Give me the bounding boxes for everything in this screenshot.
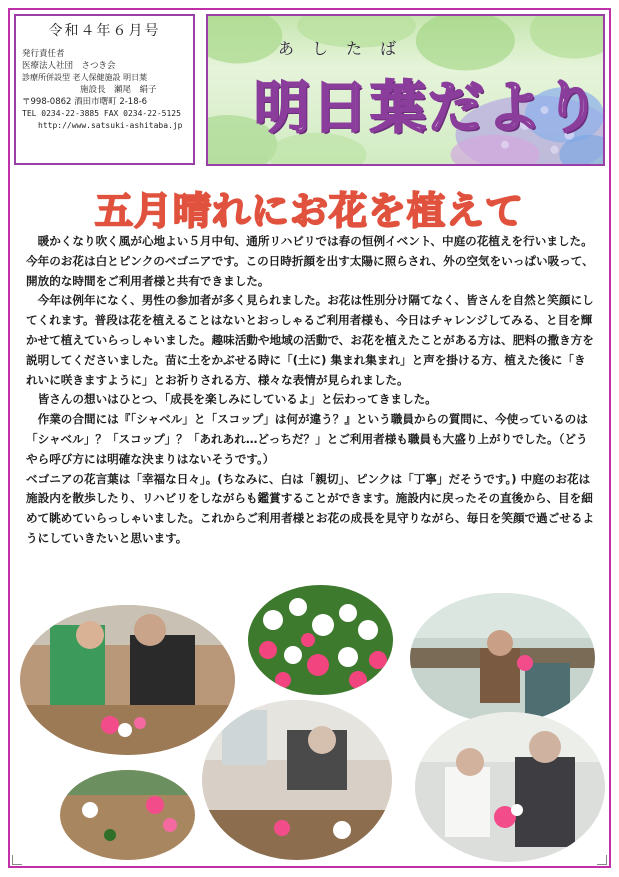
issue-info-box: [14, 14, 195, 165]
photo-planting-men: [20, 605, 235, 755]
publisher-director: 施設長 瀬尾 絹子: [80, 85, 157, 95]
photo-resident-with-pot: [410, 593, 595, 723]
publisher-responsible: 発行責任者: [22, 49, 65, 59]
issue-date: 令和４年６月号: [48, 23, 161, 39]
photo-woman-planting: [202, 700, 392, 860]
masthead-ruby: あしたば: [278, 39, 415, 58]
photo-begonias: [248, 585, 393, 695]
article-paragraph: 皆さんの想いはひとつ、「成長を楽しみにしているよ」と伝わってきました。: [37, 392, 437, 407]
headline: 五月晴れにお花を植えて: [94, 189, 524, 233]
masthead: [206, 14, 605, 166]
publisher-address: 〒998-0862 酒田市曙町 2-18-6: [22, 97, 148, 107]
masthead-title: 明日葉だより: [254, 76, 602, 141]
publisher-phone: TEL 0234-22-3885 FAX 0234-22-5125: [22, 109, 181, 118]
article-paragraph: 今年は例年になく、男性の参加者が多く見られました。お花は性別分け隔てなく、皆さんを自然と笑顔にしてくれます。普段は花を植えることはないとおっしゃるご利用者様も、今日はチャレンジしてみる、と目を輝かせて植えていらっしゃいました。趣味活動や地域の活動で、お花を植えたことがある方は、肥料の撒き方を説明してくださいました。苗に土をかぶせる時に「(土に) 集まれ集まれ」と声を掛ける方、植えた後に「きれいに咲きますように」とお祈りされる方、様々な表情が見られました。: [26, 293, 594, 387]
publisher-website: http://www.satsuki-ashitaba.jp: [38, 121, 183, 130]
publisher-facility: 診療所併設型 老人保健施設 明日葉: [22, 73, 148, 82]
article-paragraph: 暖かくなり吹く風が心地よい５月中旬、通所リハビリでは春の恒例イベント、中庭の花植えを行いました。今年のお花は白とピンクのベゴニアです。この日時折顔を出す太陽に照らされ、外の空気をいっぱい吸って、開放的な時間をご利用者様と共有できました。: [26, 234, 594, 288]
photo-flower-bed: [60, 770, 195, 860]
article-paragraph: ベゴニアの花言葉は「幸福な日々」。(ちなみに、白は「親切」、ピンクは「丁寧」だそうです。) 中庭のお花は施設内を散歩したり、リハビリをしながらも鑑賞することができます。施設内に戻ったその直後から、目を細めて眺めていらっしゃいました。これからご利用者様とお花の成長を見守りながら、毎日を笑顔で過ごせるようにしていきたいと思います。: [26, 471, 595, 545]
corner-mark: [597, 855, 607, 865]
article-body: [26, 232, 596, 549]
corner-mark: [12, 855, 22, 865]
article-paragraph: 作業の合間には『「シャベル」と「スコップ」は何が違う？』という職員からの質問に、今使っているのは「シャベル」？「スコップ」？「あれあれ…どっちだ？」とご利用者様も職員も大盛り上がりでした。（どうやら呼び方には明確な決まりはないそうです。）: [26, 412, 588, 466]
photo-residents-with-staff: [415, 712, 605, 862]
publisher-corporation: 医療法人社団 さつき会: [22, 61, 116, 71]
